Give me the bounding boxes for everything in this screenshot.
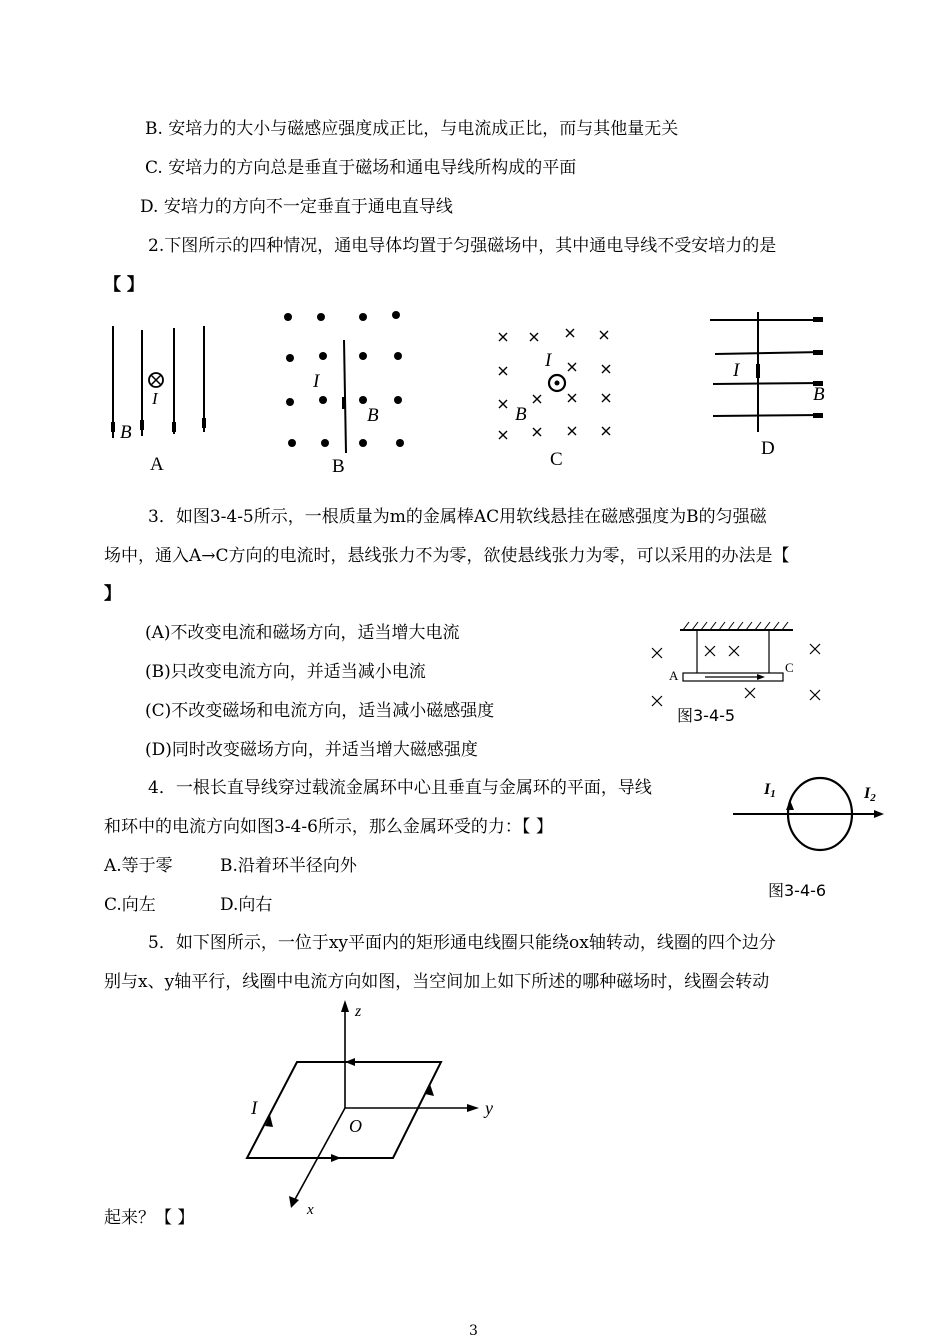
q5-fig-o-label: O (349, 1116, 362, 1136)
q2-figa-label: A (150, 454, 164, 475)
q3-stem-line2: 场中，通入A→C方向的电流时，悬线张力不为零，欲使悬线张力为零，可以采用的办法是【 (104, 546, 790, 566)
q4-option-d: D.向右 (220, 895, 273, 915)
q3-figure-caption: 图3-4-5 (677, 706, 736, 725)
q2-figd-current-label: I (733, 360, 740, 381)
q3-option-b: (B)只改变电流方向，并适当减小电流 (145, 662, 426, 682)
q4-stem-line1: 4．一根长直导线穿过载流金属环中心且垂直与金属环的平面，导线 (148, 778, 652, 798)
q3-stem-line1: 3．如图3-4-5所示，一根质量为m的金属棒AC用软线悬挂在磁感强度为B的匀强磁 (148, 507, 767, 527)
q2-stem: 2.下图所示的四种情况，通电导体均置于匀强磁场中，其中通电导线不受安培力的是 (148, 236, 777, 256)
q4-figure-3-4-6 (728, 772, 888, 872)
q2-figc-label: C (550, 449, 563, 470)
q2-figb-label: B (332, 456, 345, 477)
q2-figb-current-label: I (313, 371, 320, 392)
q2-figure-a (100, 318, 230, 478)
q4-fig-i2: I2 (864, 785, 876, 804)
q2-figa-current-label: I (152, 389, 158, 408)
q5-fig-x-label: x (307, 1202, 314, 1218)
q4-option-b: B.沿着环半径向外 (220, 856, 357, 876)
q2-figc-field-label: B (515, 404, 527, 425)
q3-fig-end-c: C (785, 660, 794, 675)
q5-fig-z-label: z (355, 1003, 362, 1020)
q5-fig-i-label: I (251, 1098, 258, 1119)
q1-option-b: B. 安培力的大小与磁感应强度成正比，与电流成正比，而与其他量无关 (145, 119, 679, 139)
q4-fig-i1: I1 (764, 781, 776, 800)
q3-fig-end-a: A (669, 668, 679, 683)
q2-figc-current-label: I (545, 350, 552, 371)
q2-answer-bracket: 【 】 (104, 275, 144, 295)
q2-figure-b (278, 305, 418, 480)
page-number: 3 (469, 1323, 478, 1339)
q2-figb-field-label: B (367, 405, 379, 426)
q5-figure-coil (235, 998, 515, 1218)
q2-figure-c (490, 322, 625, 472)
q5-fig-y-label: y (485, 1098, 493, 1118)
q1-option-c: C. 安培力的方向总是垂直于磁场和通电导线所构成的平面 (145, 158, 577, 178)
q4-option-c: C.向左 (104, 895, 156, 915)
q3-option-a: (A)不改变电流和磁场方向，适当增大电流 (145, 623, 460, 643)
q4-figure-caption: 图3-4-6 (768, 881, 827, 900)
q2-figd-field-label: B (813, 384, 825, 405)
q2-figure-d (705, 312, 840, 462)
q3-option-d: (D)同时改变磁场方向，并适当增大磁感强度 (145, 740, 478, 760)
q3-figure-3-4-5 (645, 618, 835, 728)
q3-option-c: (C)不改变磁场和电流方向，适当减小磁感强度 (145, 701, 495, 721)
q2-figa-field-label: B (120, 422, 132, 443)
q5-stem-line1: 5．如下图所示，一位于xy平面内的矩形通电线圈只能绕ox轴转动，线圈的四个边分 (148, 933, 776, 953)
q4-option-a: A.等于零 (104, 856, 173, 876)
q5-stem-line2: 别与x、y轴平行，线圈中电流方向如图，当空间加上如下所述的哪种磁场时，线圈会转动 (104, 972, 770, 992)
q5-stem-line3: 起来？【 】 (104, 1208, 195, 1228)
q3-stem-line3: 】 (104, 584, 121, 604)
q2-figd-label: D (761, 438, 775, 459)
q1-option-d: D. 安培力的方向不一定垂直于通电直导线 (140, 197, 453, 217)
q4-stem-line2: 和环中的电流方向如图3-4-6所示，那么金属环受的力：【 】 (104, 817, 553, 837)
